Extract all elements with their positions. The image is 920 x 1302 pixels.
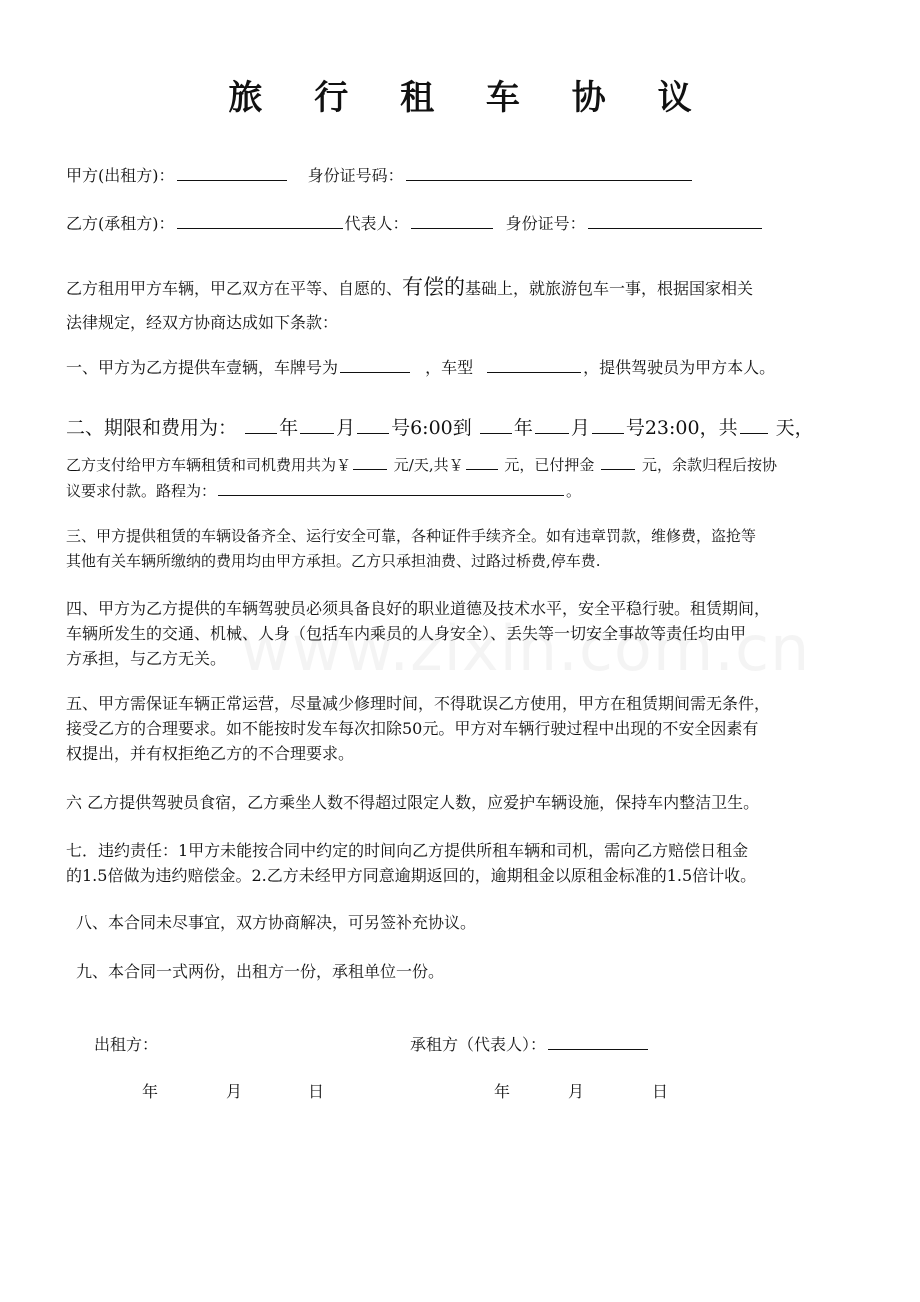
party-a-line	[66, 165, 694, 187]
clause-7	[66, 838, 858, 888]
total-days-label: 天，	[775, 417, 814, 439]
end-day-label: 号23:00，共	[625, 417, 738, 439]
party-b-id-label: 身份证号：	[505, 214, 586, 233]
end-month-label: 月	[570, 417, 590, 439]
lessor-date-day: 日	[308, 1082, 325, 1101]
clause-8	[76, 910, 868, 935]
clause-3-line-2: 其他有关车辆所缴纳的费用均由甲方承担。乙方只承担油费、过路过桥费,停车费.	[66, 552, 601, 570]
party-b-label: 乙方(承租方)：	[66, 214, 175, 233]
clause-9	[76, 959, 868, 984]
start-day-field[interactable]	[357, 419, 389, 434]
party-b-rep-field[interactable]	[411, 214, 493, 229]
plate-number-field[interactable]	[340, 358, 410, 373]
clause-2-route-end: 。	[566, 482, 582, 500]
lessor-date-year: 年	[142, 1082, 159, 1101]
deposit-field[interactable]	[601, 455, 635, 470]
intro-text-b: 基础上，就旅游包车一事，根据国家相关	[465, 279, 754, 298]
party-b-rep-label: 代表人：	[344, 214, 409, 233]
route-field[interactable]	[218, 481, 564, 496]
clause-5-line-3: 权提出，并有权拒绝乙方的不合理要求。	[66, 744, 355, 763]
intro-line-1	[66, 270, 858, 306]
intro-text-a: 乙方租用甲方车辆，甲乙双方在平等、自愿的、	[66, 279, 403, 298]
clause-8-line-1: 八、本合同未尽事宜，双方协商解决，可另签补充协议。	[76, 913, 477, 932]
clause-1-text-a: 一、甲方为乙方提供车壹辆，车牌号为	[66, 358, 339, 377]
lessee-signature-field[interactable]	[548, 1035, 648, 1050]
lessee-date-month: 月	[568, 1082, 585, 1101]
clause-2-line-2	[66, 454, 777, 476]
clause-5-line-2: 接受乙方的合理要求。如不能按时发车每次扣除50元。甲方对车辆行驶过程中出现的不安全因素有	[66, 719, 759, 738]
end-day-field[interactable]	[592, 419, 624, 434]
lessor-date-month: 月	[226, 1082, 243, 1101]
lessee-date-day: 日	[652, 1082, 669, 1101]
clause-4	[66, 596, 858, 671]
intro-paragraph	[66, 270, 858, 340]
clause-4-line-3: 方承担，与乙方无关。	[66, 649, 227, 668]
clause-1-text-b: ，车型	[425, 358, 474, 377]
total-fee-field[interactable]	[466, 455, 498, 470]
party-a-name-field[interactable]	[177, 166, 287, 181]
clause-2-fee-label: 乙方支付给甲方车辆租赁和司机费用共为￥	[66, 456, 352, 474]
lessor-signature-label: 出租方：	[94, 1035, 159, 1054]
party-b-id-field[interactable]	[588, 214, 762, 229]
clause-5-line-1: 五、甲方需保证车辆正常运营，尽量减少修理时间，不得耽误乙方使用，甲方在租赁期间需无条件，	[66, 694, 771, 713]
end-year-field[interactable]	[480, 419, 512, 434]
total-days-field[interactable]	[740, 419, 768, 434]
clause-7-line-2: 的1.5倍做为违约赔偿金。2.乙方未经甲方同意逾期返回的，逾期租金以原租金标准的1.5倍计收。	[66, 866, 757, 885]
clause-2-deposit-label: 元，已付押金	[504, 456, 595, 474]
clause-4-line-1: 四、甲方为乙方提供的车辆驾驶员必须具备良好的职业道德及技术水平，安全平稳行驶。租赁期间，	[66, 599, 771, 618]
daily-fee-field[interactable]	[353, 455, 387, 470]
clause-1-text-c: ，提供驾驶员为甲方本人。	[583, 358, 776, 377]
start-month-field[interactable]	[300, 419, 334, 434]
clause-6-line-1: 六 乙方提供驾驶员食宿，乙方乘坐人数不得超过限定人数，应爱护车辆设施，保持车内整洁卫生。	[66, 793, 760, 812]
intro-line-2: 法律规定，经双方协商达成如下条款：	[66, 313, 339, 332]
clause-2-head: 二、期限和费用为：	[66, 417, 238, 439]
party-b-name-field[interactable]	[177, 214, 343, 229]
clause-2-line-1	[66, 416, 814, 440]
party-b-line	[66, 213, 764, 235]
clause-2-route-label: 议要求付款。路程为：	[66, 482, 217, 500]
lessee-date-year: 年	[494, 1082, 511, 1101]
lessee-signature-label: 承租方（代表人）：	[410, 1035, 547, 1054]
clause-2-line-3	[66, 480, 581, 502]
clause-7-line-1: 七．违约责任：1甲方未能按合同中约定的时间向乙方提供所租车辆和司机，需向乙方赔偿日租金	[66, 841, 749, 860]
party-a-label: 甲方(出租方)：	[66, 166, 175, 185]
car-model-field[interactable]	[487, 358, 581, 373]
clause-3-line-1: 三、甲方提供租赁的车辆设备齐全、运行安全可靠，各种证件手续齐全。如有违章罚款，维修费，盗抢等	[66, 527, 757, 545]
intro-text-emphasis: 有偿的	[402, 275, 466, 299]
clause-3	[66, 524, 858, 574]
end-month-field[interactable]	[535, 419, 569, 434]
start-month-label: 月	[336, 417, 356, 439]
start-year-field[interactable]	[245, 419, 277, 434]
start-year-label: 年	[279, 417, 299, 439]
clause-5	[66, 691, 858, 766]
clause-2-balance-label: 元，余款归程后按协	[641, 456, 777, 474]
party-a-id-label: 身份证号码：	[307, 166, 404, 185]
clause-1	[66, 357, 775, 379]
clause-2-total-label: 元/天,共￥	[393, 456, 464, 474]
start-day-label: 号6:00到	[391, 417, 472, 439]
lessee-signature-row	[410, 1032, 650, 1055]
clause-9-line-1: 九、本合同一式两份，出租方一份，承租单位一份。	[76, 962, 445, 981]
end-year-label: 年	[513, 417, 533, 439]
clause-6	[66, 790, 858, 815]
clause-4-line-2: 车辆所发生的交通、机械、人身（包括车内乘员的人身安全）、丢失等一切安全事故等责任均由甲	[66, 624, 747, 643]
party-a-id-field[interactable]	[406, 166, 692, 181]
page-title: 旅 行 租 车 协 议	[228, 78, 712, 118]
